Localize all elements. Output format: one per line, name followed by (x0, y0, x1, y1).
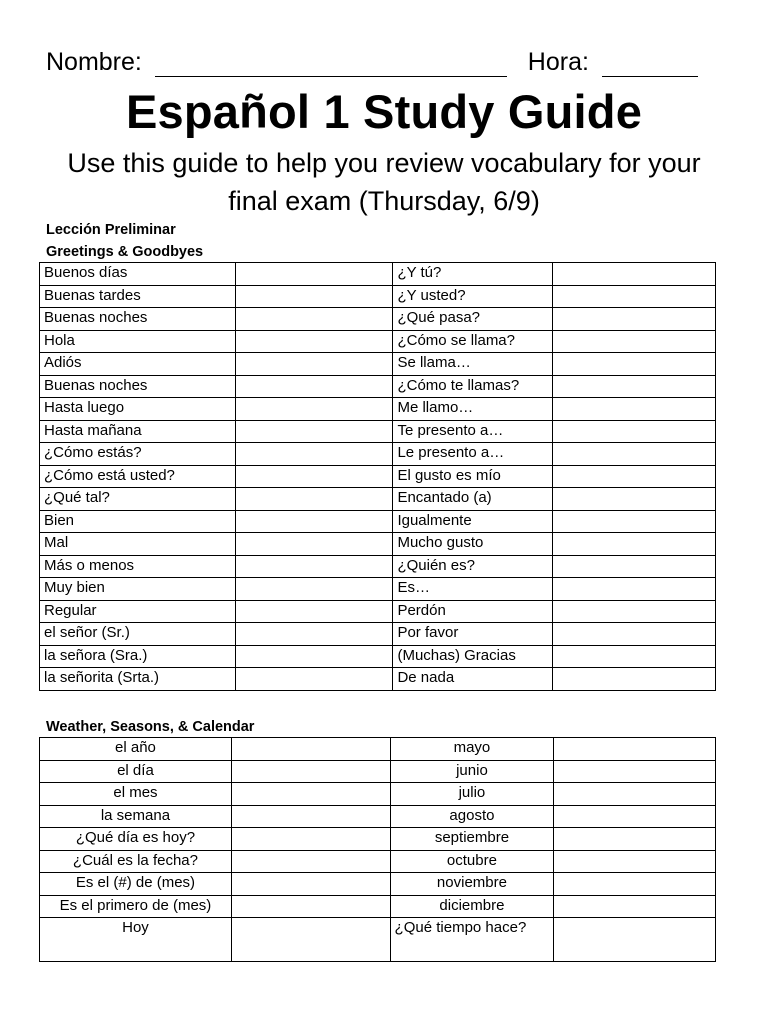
answer-left[interactable] (235, 443, 393, 466)
table-row (40, 420, 716, 443)
answer-left[interactable] (235, 420, 393, 443)
answer-left[interactable] (231, 918, 390, 962)
hora-blank[interactable] (602, 52, 698, 77)
answer-right[interactable] (553, 465, 716, 488)
term-right: ¿Cómo se llama? (393, 330, 553, 353)
answer-left[interactable] (235, 600, 393, 623)
term-left: Muy bien (40, 578, 236, 601)
term-right: mayo (390, 738, 554, 761)
answer-right[interactable] (554, 873, 716, 896)
term-right: noviembre (390, 873, 554, 896)
table-row (40, 918, 716, 962)
answer-left[interactable] (235, 375, 393, 398)
answer-right[interactable] (553, 510, 716, 533)
nombre-label: Nombre: (46, 48, 142, 76)
answer-right[interactable] (554, 760, 716, 783)
table-row (40, 488, 716, 511)
answer-right[interactable] (553, 443, 716, 466)
table-row (40, 738, 716, 761)
answer-left[interactable] (231, 783, 390, 806)
term-left: el día (40, 760, 232, 783)
weather-calendar-table (39, 737, 716, 962)
answer-right[interactable] (553, 285, 716, 308)
table-row (40, 308, 716, 331)
term-left: Adiós (40, 353, 236, 376)
table-row (40, 443, 716, 466)
term-right: ¿Quién es? (393, 555, 553, 578)
table-row (40, 873, 716, 896)
answer-right[interactable] (553, 375, 716, 398)
table-row (40, 263, 716, 286)
table-row (40, 895, 716, 918)
term-right: El gusto es mío (393, 465, 553, 488)
answer-left[interactable] (235, 645, 393, 668)
answer-left[interactable] (235, 465, 393, 488)
greetings-table (39, 262, 716, 691)
term-right: ¿Y usted? (393, 285, 553, 308)
answer-left[interactable] (235, 623, 393, 646)
term-right: Se llama… (393, 353, 553, 376)
answer-left[interactable] (231, 850, 390, 873)
table-row (40, 578, 716, 601)
term-right: ¿Qué pasa? (393, 308, 553, 331)
term-right: (Muchas) Gracias (393, 645, 553, 668)
term-right: diciembre (390, 895, 554, 918)
answer-left[interactable] (235, 330, 393, 353)
answer-left[interactable] (235, 555, 393, 578)
term-left: Buenos días (40, 263, 236, 286)
answer-left[interactable] (235, 285, 393, 308)
term-left: ¿Cómo está usted? (40, 465, 236, 488)
answer-right[interactable] (553, 668, 716, 691)
term-left: la señorita (Srta.) (40, 668, 236, 691)
term-left: Hola (40, 330, 236, 353)
answer-right[interactable] (553, 420, 716, 443)
answer-right[interactable] (554, 783, 716, 806)
table-row (40, 623, 716, 646)
term-right: Igualmente (393, 510, 553, 533)
term-left: el mes (40, 783, 232, 806)
section1-subheading: Greetings & Goodbyes (46, 244, 204, 260)
table-row (40, 600, 716, 623)
term-left: Es el (#) de (mes) (40, 873, 232, 896)
answer-left[interactable] (235, 488, 393, 511)
answer-left[interactable] (235, 398, 393, 421)
page-title: Español 1 Study Guide (125, 85, 643, 138)
section2-heading: Weather, Seasons, & Calendar (46, 719, 255, 735)
term-left: Regular (40, 600, 236, 623)
term-right: Es… (393, 578, 553, 601)
term-left: Hasta mañana (40, 420, 236, 443)
term-right: ¿Qué tiempo hace? (390, 918, 554, 962)
table-row (40, 330, 716, 353)
answer-right[interactable] (553, 645, 716, 668)
term-right: De nada (393, 668, 553, 691)
answer-right[interactable] (553, 600, 716, 623)
answer-right[interactable] (554, 918, 716, 962)
term-right: agosto (390, 805, 554, 828)
answer-left[interactable] (235, 510, 393, 533)
term-left: Hoy (40, 918, 232, 962)
term-left: el señor (Sr.) (40, 623, 236, 646)
term-right: Encantado (a) (393, 488, 553, 511)
answer-left[interactable] (235, 533, 393, 556)
answer-left[interactable] (231, 760, 390, 783)
table-row (40, 398, 716, 421)
term-left: Hasta luego (40, 398, 236, 421)
term-right: Me llamo… (393, 398, 553, 421)
term-left: el año (40, 738, 232, 761)
table-row (40, 645, 716, 668)
answer-left[interactable] (231, 873, 390, 896)
answer-right[interactable] (553, 578, 716, 601)
answer-right[interactable] (553, 330, 716, 353)
term-left: la semana (40, 805, 232, 828)
term-left: Mal (40, 533, 236, 556)
nombre-blank[interactable] (155, 52, 507, 77)
table-row (40, 668, 716, 691)
answer-right[interactable] (553, 263, 716, 286)
term-left: Es el primero de (mes) (40, 895, 232, 918)
term-left: ¿Cómo estás? (40, 443, 236, 466)
answer-right[interactable] (553, 353, 716, 376)
answer-left[interactable] (231, 895, 390, 918)
term-right: Perdón (393, 600, 553, 623)
answer-left[interactable] (235, 668, 393, 691)
page-subtitle: Use this guide to help you review vocabulary for your final exam (Thursday, 6/9) (67, 148, 701, 216)
table-row (40, 828, 716, 851)
term-right: Le presento a… (393, 443, 553, 466)
term-right: ¿Y tú? (393, 263, 553, 286)
term-right: Te presento a… (393, 420, 553, 443)
term-right: octubre (390, 850, 554, 873)
table-row (40, 285, 716, 308)
term-left: Bien (40, 510, 236, 533)
answer-right[interactable] (554, 850, 716, 873)
answer-right[interactable] (554, 805, 716, 828)
term-left: ¿Qué tal? (40, 488, 236, 511)
term-left: ¿Cuál es la fecha? (40, 850, 232, 873)
answer-right[interactable] (553, 623, 716, 646)
term-right: septiembre (390, 828, 554, 851)
answer-right[interactable] (553, 533, 716, 556)
answer-left[interactable] (235, 353, 393, 376)
term-right: ¿Cómo te llamas? (393, 375, 553, 398)
term-left: Más o menos (40, 555, 236, 578)
answer-right[interactable] (553, 308, 716, 331)
term-right: junio (390, 760, 554, 783)
answer-right[interactable] (553, 555, 716, 578)
section1-heading: Lección Preliminar (46, 222, 176, 238)
answer-right[interactable] (554, 738, 716, 761)
term-right: julio (390, 783, 554, 806)
term-left: la señora (Sra.) (40, 645, 236, 668)
term-left: ¿Qué día es hoy? (40, 828, 232, 851)
answer-right[interactable] (554, 828, 716, 851)
answer-left[interactable] (235, 578, 393, 601)
answer-left[interactable] (231, 805, 390, 828)
term-right: Por favor (393, 623, 553, 646)
term-left: Buenas tardes (40, 285, 236, 308)
table-row (40, 760, 716, 783)
table-row (40, 805, 716, 828)
name-hour-line (46, 48, 698, 77)
table-row (40, 555, 716, 578)
term-left: Buenas noches (40, 375, 236, 398)
table-row (40, 850, 716, 873)
table-row (40, 465, 716, 488)
table-row (40, 353, 716, 376)
table-row (40, 783, 716, 806)
answer-right[interactable] (553, 488, 716, 511)
answer-right[interactable] (554, 895, 716, 918)
answer-left[interactable] (235, 308, 393, 331)
hora-label: Hora: (527, 48, 589, 76)
answer-right[interactable] (553, 398, 716, 421)
table-row (40, 533, 716, 556)
answer-left[interactable] (231, 738, 390, 761)
term-right: Mucho gusto (393, 533, 553, 556)
term-left: Buenas noches (40, 308, 236, 331)
table-row (40, 510, 716, 533)
answer-left[interactable] (231, 828, 390, 851)
table-row (40, 375, 716, 398)
answer-left[interactable] (235, 263, 393, 286)
